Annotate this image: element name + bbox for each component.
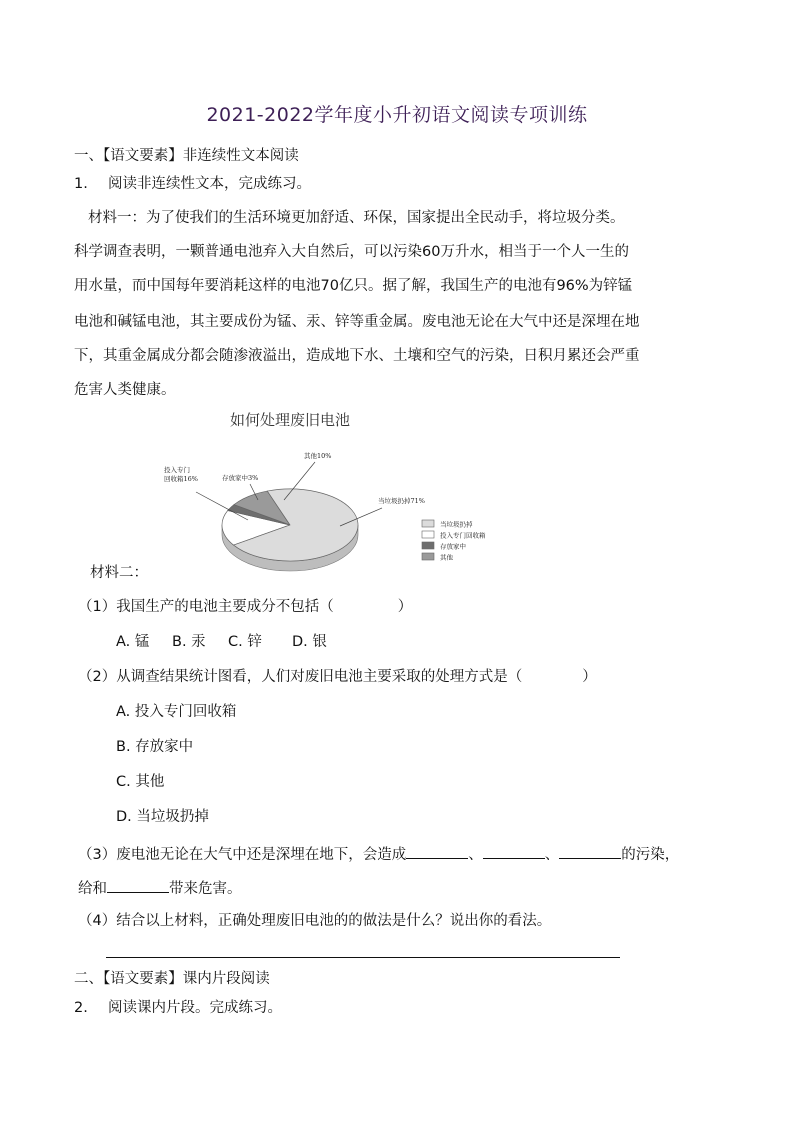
- sub1-option-d: D. 银: [292, 634, 327, 650]
- sub-question-3-text: 带来危害。: [169, 881, 242, 897]
- section1-heading: 一、【语文要素】非连续性文本阅读: [74, 148, 299, 164]
- sub2-option-a: A. 投入专门回收箱: [116, 704, 237, 720]
- slice-label: 投入专门: [164, 466, 190, 474]
- material1-line: 下，其重金属成分都会随渗液溢出，造成地下水、土壤和空气的污染，日积月累还会严重: [74, 348, 640, 364]
- sub2-option-b: B. 存放家中: [116, 739, 194, 755]
- legend-label: 投入专门回收箱: [440, 531, 486, 540]
- material2-label: 材料二：: [90, 565, 148, 581]
- material1-line: 科学调查表明，一颗普通电池弃入大自然后，可以污染60万升水，相当于一个人一生的: [74, 244, 629, 260]
- material1-line: 用水量，而中国每年要消耗这样的电池70亿只。据了解，我国生产的电池有96%为锌锰: [74, 278, 633, 294]
- sub-question-3-line2: [78, 876, 242, 899]
- sub-question-4: （4）结合以上材料，正确处理废旧电池的的做法是什么？说出你的看法。: [78, 913, 552, 929]
- answer-blank-4[interactable]: [107, 876, 169, 893]
- separator: 、: [468, 847, 483, 863]
- legend-swatch: [422, 531, 434, 538]
- chart-title: 如何处理废旧电池: [229, 411, 351, 429]
- answer-line[interactable]: [106, 957, 620, 958]
- question-2-text: 阅读课内片段。完成练习。: [108, 1000, 282, 1016]
- question-1-text: 阅读非连续性文本，完成练习。: [108, 176, 311, 192]
- sub1-option-a: A. 锰: [116, 634, 150, 650]
- answer-blank-1[interactable]: [406, 842, 468, 859]
- legend-label: 存放家中: [440, 542, 466, 551]
- sub-question-2: [78, 667, 597, 687]
- slice-label: 当垃圾扔掉71%: [378, 497, 425, 505]
- section2-heading: 二、【语文要素】课内片段阅读: [74, 971, 270, 987]
- page-title: 2021-2022学年度小升初语文阅读专项训练: [206, 104, 588, 126]
- legend-swatch: [422, 553, 434, 560]
- sub-question-1-stem: （1）我国生产的电池主要成分不包括（: [78, 599, 334, 615]
- sub-question-3-text-end: 的污染，: [621, 847, 680, 863]
- slice-label: 存放家中3%: [222, 474, 259, 482]
- sub2-option-c: C. 其他: [116, 774, 165, 790]
- separator: 、: [544, 847, 560, 863]
- sub-question-3-line1: [78, 842, 679, 865]
- sub-question-1: [78, 597, 412, 617]
- legend-swatch: [422, 542, 434, 549]
- question-1-number: 1.: [74, 176, 88, 192]
- material1-line: 材料一：为了使我们的生活环境更加舒适、环保，国家提出全民动手，将垃圾分类。: [88, 210, 625, 226]
- legend-label: 其他: [440, 553, 453, 562]
- answer-blank-2[interactable]: [483, 842, 545, 859]
- sub1-option-c: C. 锌: [228, 634, 262, 650]
- sub1-option-b: B. 汞: [172, 634, 206, 650]
- pie-chart: [150, 400, 570, 580]
- slice-label: 其他10%: [304, 452, 332, 460]
- sub-question-1-close: ）: [397, 599, 413, 615]
- legend-swatch: [422, 520, 434, 527]
- sub-question-3-text: （3）废电池无论在大气中还是深埋在地下，会造成: [78, 847, 407, 863]
- slice-label: 回收箱16%: [164, 475, 198, 483]
- material1-line: 危害人类健康。: [74, 382, 176, 398]
- legend-label: 当垃圾扔掉: [440, 520, 473, 529]
- sub-question-3-text: 给和: [78, 881, 107, 897]
- question-2-number: 2.: [74, 1000, 88, 1016]
- sub-question-2-stem: （2）从调查结果统计图看，人们对废旧电池主要采取的处理方式是（: [78, 669, 523, 685]
- sub-question-2-close: ）: [582, 669, 597, 685]
- answer-blank-3[interactable]: [559, 842, 621, 859]
- material1-line: 电池和碱锰电池，其主要成份为锰、汞、锌等重金属。废电池无论在大气中还是深埋在地: [74, 314, 640, 330]
- sub2-option-d: D. 当垃圾扔掉: [116, 809, 209, 825]
